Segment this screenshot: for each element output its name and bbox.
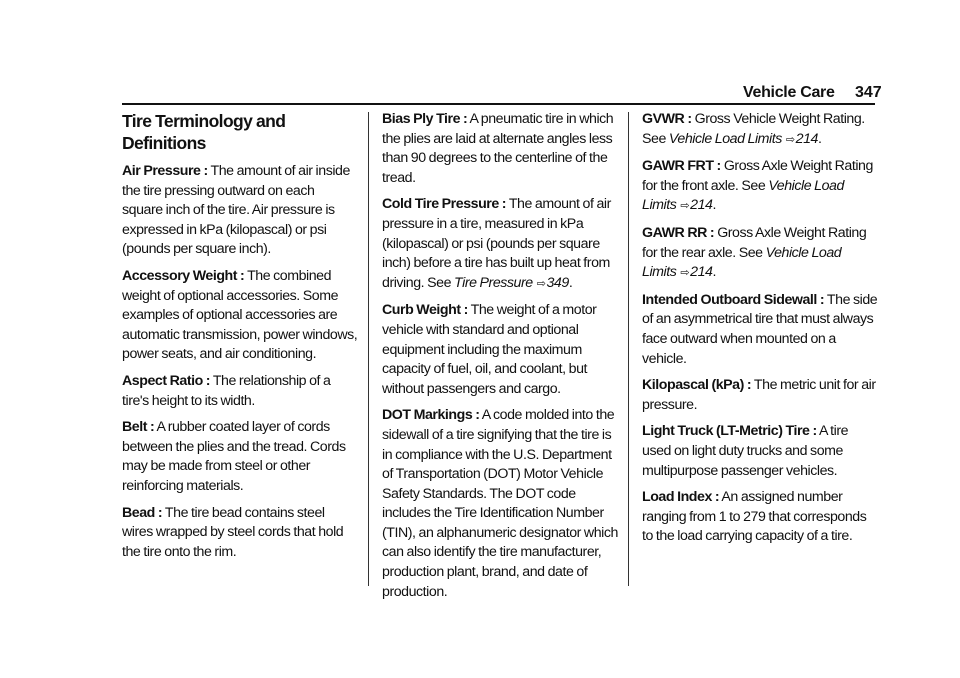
definition-term: Bead : — [122, 504, 163, 521]
definition-entry — [382, 406, 618, 602]
cross-reference-link[interactable]: Vehicle Load Limits — [642, 177, 844, 214]
definition-punctuation: . — [712, 264, 716, 281]
column-3-entries — [642, 110, 878, 547]
definition-entry — [122, 162, 358, 260]
definition-entry — [122, 504, 358, 563]
definition-term: Bias Ply Tire : — [382, 111, 468, 127]
definition-entry — [382, 301, 618, 399]
definition-text: The metric unit for air pressure. — [642, 377, 876, 413]
cross-reference-link[interactable]: Vehicle Load Limits — [642, 244, 842, 281]
column-2-entries — [382, 110, 618, 602]
cross-reference-link[interactable]: Tire Pressure — [454, 274, 533, 291]
definition-entry — [642, 488, 878, 547]
definition-punctuation: . — [817, 130, 822, 147]
definition-entry — [642, 422, 878, 481]
definition-entry — [642, 157, 878, 217]
definition-entry — [642, 291, 878, 369]
column-1-entries — [122, 162, 358, 562]
definition-text: An assigned number ranging from 1 to 279 that corresponds to the load carrying capacity of a tire. — [642, 489, 867, 545]
definition-text: A tire used on light duty trucks and some multipurpose passenger vehicles. — [642, 423, 849, 479]
definition-text: The weight of a motor vehicle with standard and optional equipment including the maximum capacity of fuel, oil, and coolant, but without passengers and cargo. — [382, 302, 597, 397]
definition-text: The amount of air pressure in a tire, measured in kPa (kilopascal) or psi (pounds per square inch) before a tire has built up heat from driving. See — [382, 196, 611, 291]
definition-text: The tire bead contains steel wires wrapped by steel cords that hold the tire onto the rim. — [122, 504, 344, 560]
definition-term: Load Index : — [642, 489, 720, 506]
column-1 — [122, 110, 358, 569]
reference-page-number[interactable]: 214 — [690, 264, 713, 281]
definition-term: GAWR RR : — [642, 224, 715, 241]
definition-text: The relationship of a tire's height to its width. — [122, 372, 331, 409]
definition-text: A pneumatic tire in which the plies are laid at alternate angles less than 90 degrees to the centerline of the tread. — [382, 111, 614, 186]
definition-entry — [122, 372, 358, 411]
definition-term: Intended Outboard Sidewall : — [642, 291, 825, 308]
definition-text: The side of an asymmetrical tire that must always face outward when mounted on a vehicle. — [642, 291, 878, 367]
definition-text: The amount of air inside the tire pressing outward on each square inch of the tire. Air pressure is expressed in kPa (kilopascal) or psi (pounds per square inch). — [122, 163, 350, 258]
definition-term: Air Pressure : — [122, 163, 208, 179]
definition-term: Accessory Weight : — [122, 267, 245, 284]
page-reference-arrow-icon: ⇨ — [785, 133, 795, 146]
definition-text: A code molded into the sidewall of a tire signifying that the tire is in compliance with the U.S. Department of Transportation (DOT) Motor Vehicle Safety Standards. The DOT code includes the Tire Identification Number (TIN), an alphanumeric designator which can also identify the tire manufacturer, production plant, brand, and date of production. — [382, 407, 618, 600]
definition-term: Cold Tire Pressure : — [382, 196, 507, 213]
definition-term: DOT Markings : — [382, 407, 480, 424]
reference-page-number[interactable]: 349 — [546, 274, 569, 291]
definition-term: Aspect Ratio : — [122, 372, 211, 389]
definition-entry — [382, 195, 618, 294]
column-divider — [628, 112, 629, 586]
definition-term: Light Truck (LT-Metric) Tire : — [642, 423, 817, 440]
cross-reference-link[interactable]: Vehicle Load Limits — [668, 130, 782, 147]
definition-term: GVWR : — [642, 111, 692, 127]
definition-text: Gross Axle Weight Rating for the rear axle. See — [642, 224, 867, 261]
definition-punctuation: . — [568, 274, 573, 291]
column-3 — [642, 110, 878, 554]
running-header-section: Vehicle Care — [743, 84, 835, 101]
definition-term: Belt : — [122, 419, 155, 436]
section-title: Tire Terminology and Definitions — [122, 111, 286, 153]
column-divider — [368, 112, 369, 586]
definition-text: Gross Axle Weight Rating for the front axle. See — [642, 158, 873, 194]
header-rule — [122, 103, 875, 105]
definition-text: The combined weight of optional accessories. Some examples of optional accessories are automatic transmission, power windows, power seats, and air conditioning. — [122, 267, 358, 363]
page-number: 347 — [855, 84, 882, 101]
reference-page-number[interactable]: 214 — [690, 197, 713, 214]
page-reference-arrow-icon: ⇨ — [536, 277, 546, 290]
definition-entry — [382, 110, 618, 188]
page-reference-arrow-icon: ⇨ — [680, 200, 690, 213]
definition-punctuation: . — [712, 197, 716, 214]
page-reference-arrow-icon: ⇨ — [680, 267, 690, 280]
definition-term: Curb Weight : — [382, 302, 468, 319]
definition-text: A rubber coated layer of cords between the plies and the tread. Cords may be made from steel or other reinforcing materials. — [122, 419, 346, 494]
definition-entry — [122, 418, 358, 496]
definition-entry — [642, 224, 878, 284]
definition-entry — [642, 110, 878, 150]
reference-page-number[interactable]: 214 — [795, 130, 818, 147]
definition-text: Gross Vehicle Weight Rating. See — [642, 111, 865, 147]
column-2 — [382, 110, 618, 609]
definition-entry — [642, 376, 878, 415]
definition-term: Kilopascal (kPa) : — [642, 377, 752, 394]
definition-term: GAWR FRT : — [642, 158, 721, 175]
definition-entry — [122, 267, 358, 365]
